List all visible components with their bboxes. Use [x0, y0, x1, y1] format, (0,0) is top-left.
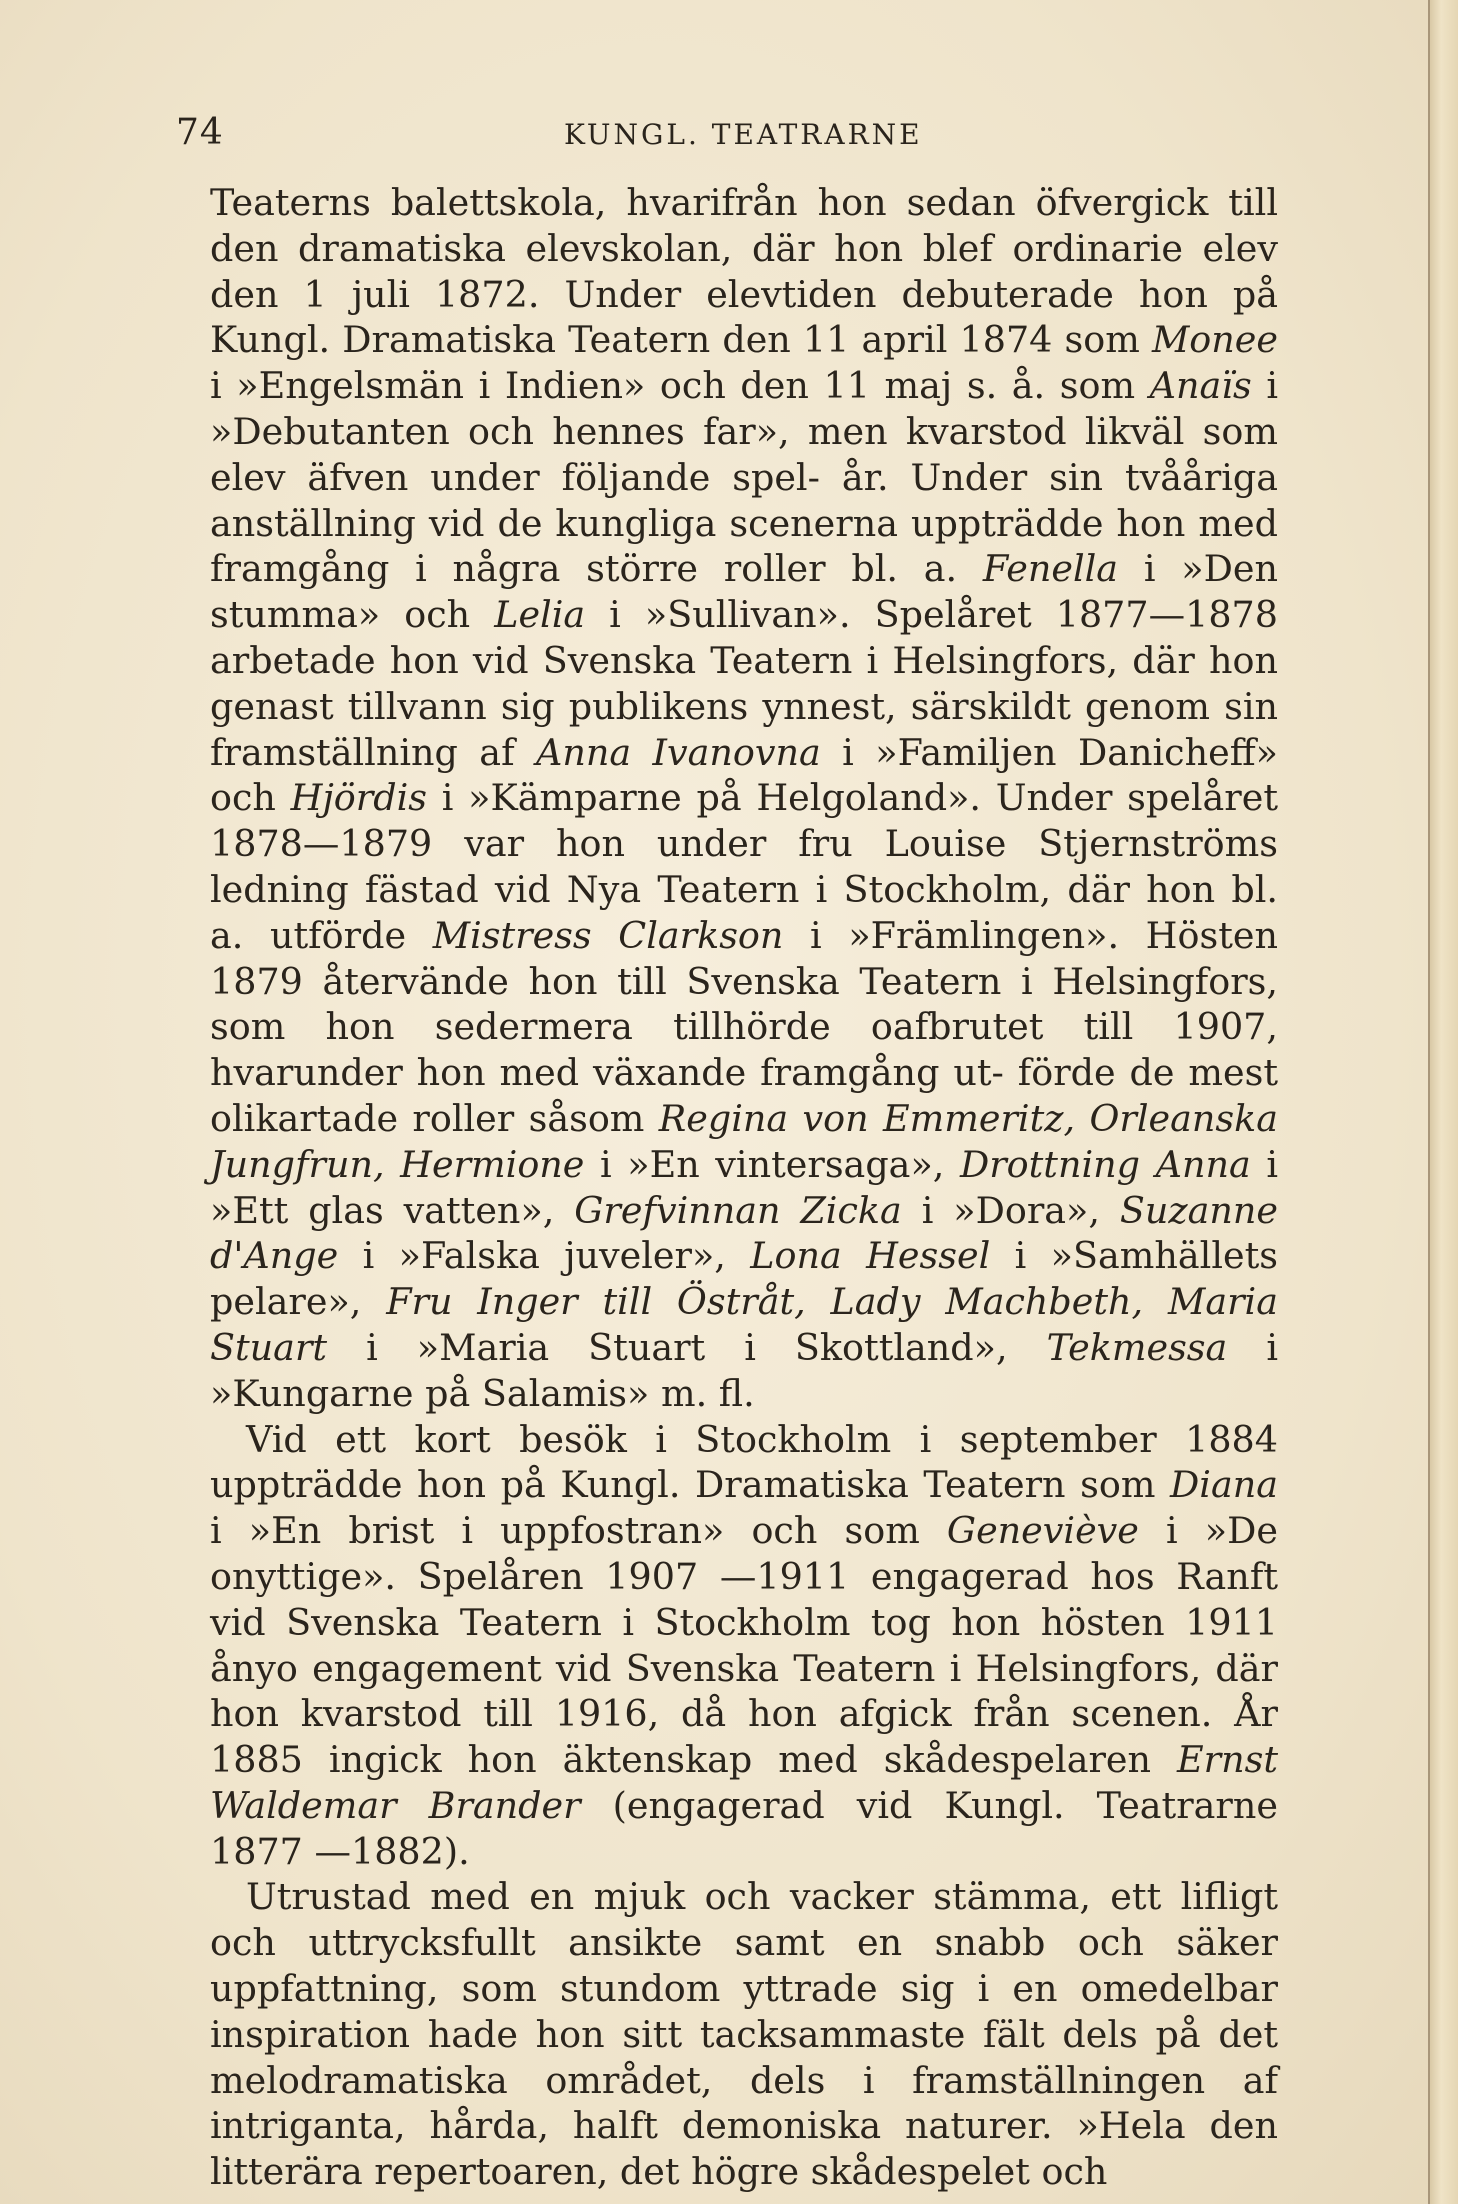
paragraph-2 [210, 1417, 1278, 1875]
italic-role-name: Tekmessa [1046, 1325, 1228, 1369]
text-run: i »Debutanten och hennes far», men kvarstod likväl som elev äfven under följande spel- år. Under sin tvååriga anställning vid de kungliga scenerna uppträdde hon med framgång i några större roller bl. a. [210, 364, 1278, 591]
text-run: i »En brist i uppfostran» och som [210, 1509, 947, 1553]
text-run: i »Samhällets pelare», [210, 1234, 1278, 1324]
italic-role-name: Drottning Anna [959, 1142, 1251, 1186]
text-run: Utrustad med en mjuk och vacker stämma, ett lifligt och uttrycksfullt ansikte samt en snabb och säker uppfattning, som stundom yttrade sig i en omedelbar inspiration hade hon sitt tacksammaste fält dels på det melodramatiska området, dels i framställningen af intriganta, hårda, halft demoniska naturer. »Hela den litterära repertoaren, det högre skådespelet och [210, 1875, 1278, 2194]
italic-role-name: Fru Inger till Östråt, Lady Machbeth, Maria Stuart [210, 1280, 1278, 1369]
paragraph-3 [210, 1874, 1278, 2195]
italic-role-name: Anaïs [1149, 364, 1252, 408]
text-run: Vid ett kort besök i Stockholm i september 1884 uppträdde hon på Kungl. Dramatiska Teatern som [210, 1417, 1278, 1507]
text-run: (engagerad vid Kungl. Teatrarne 1877 —1882). [210, 1783, 1278, 1873]
text-run: i »Sullivan». Spelåret 1877—1878 arbetade hon vid Svenska Teatern i Helsingfors, där hon genast tillvann sig publikens ynnest, särskildt genom sin framställning af [210, 593, 1279, 774]
text-run: i »Kungarne på Salamis» m. fl. [210, 1325, 1278, 1415]
text-run: i »En vintersaga», [584, 1142, 960, 1186]
italic-role-name: Ernst Waldemar Brander [210, 1738, 1278, 1827]
text-run: i »Familjen Danicheff» och [210, 730, 1278, 820]
text-run: i »De onyttige». Spelåren 1907 —1911 engagerad hos Ranft vid Svenska Teatern i Stockholm tog hon hösten 1911 ånyo engagement vid Svenska Teatern i Helsingfors, där hon kvarstod till 1916, då hon afgick från scenen. År 1885 ingick hon äktenskap med skådespelaren [210, 1509, 1279, 1782]
italic-role-name: Anna Ivanovna [536, 730, 821, 774]
italic-role-name: Regina von Emmeritz, Orleanska Jungfrun, Hermione [210, 1096, 1278, 1186]
running-head: KUNGL. TEATRARNE [564, 118, 923, 151]
text-run: i »Engelsmän i Indien» och den 11 maj s. å. som [210, 364, 1150, 408]
italic-role-name: Lona Hessel [750, 1234, 991, 1278]
body-text [210, 180, 1278, 2195]
italic-role-name: Monee [1151, 318, 1278, 362]
text-run: i »Ett glas vatten», [210, 1142, 1278, 1232]
page-header [176, 112, 1276, 162]
italic-role-name: Grefvinnan Zicka [574, 1188, 902, 1232]
page-edge [1428, 0, 1458, 2204]
italic-role-name: Geneviève [946, 1509, 1139, 1553]
italic-role-name: Fenella [982, 547, 1119, 591]
text-run: Teaterns balettskola, hvarifrån hon sedan öfvergick till den dramatiska elevskolan, där hon blef ordinarie elev den 1 juli 1872. Under elevtiden debuterade hon på Kungl. Dramatiska Teatern den 11 april 1874 som [210, 181, 1278, 362]
italic-role-name: Mistress Clarkson [432, 913, 784, 957]
paragraph-1 [210, 180, 1278, 1417]
italic-role-name: Diana [1170, 1463, 1278, 1507]
italic-role-name: Hjördis [290, 776, 427, 820]
italic-role-name: Lelia [494, 593, 586, 637]
text-run: i »Falska juveler», [338, 1234, 751, 1278]
text-run: i »Maria Stuart i Skottland», [327, 1325, 1047, 1369]
text-run: i »Kämparne på Helgoland». Under spelåret 1878—1879 var hon under fru Louise Stjernströms ledning fästad vid Nya Teatern i Stockholm, där hon bl. a. utförde [210, 776, 1278, 957]
text-run: i »Den stumma» och [210, 547, 1278, 637]
text-run: i »Dora», [901, 1188, 1120, 1232]
page-number: 74 [176, 112, 224, 153]
italic-role-name: Suzanne d'Ange [210, 1188, 1278, 1278]
text-run: i »Främlingen». Hösten 1879 återvände hon till Svenska Teatern i Helsingfors, som hon sedermera tillhörde oafbrutet till 1907, hvarunder hon med växande framgång ut- förde de mest olikartade roller såsom [210, 913, 1278, 1140]
